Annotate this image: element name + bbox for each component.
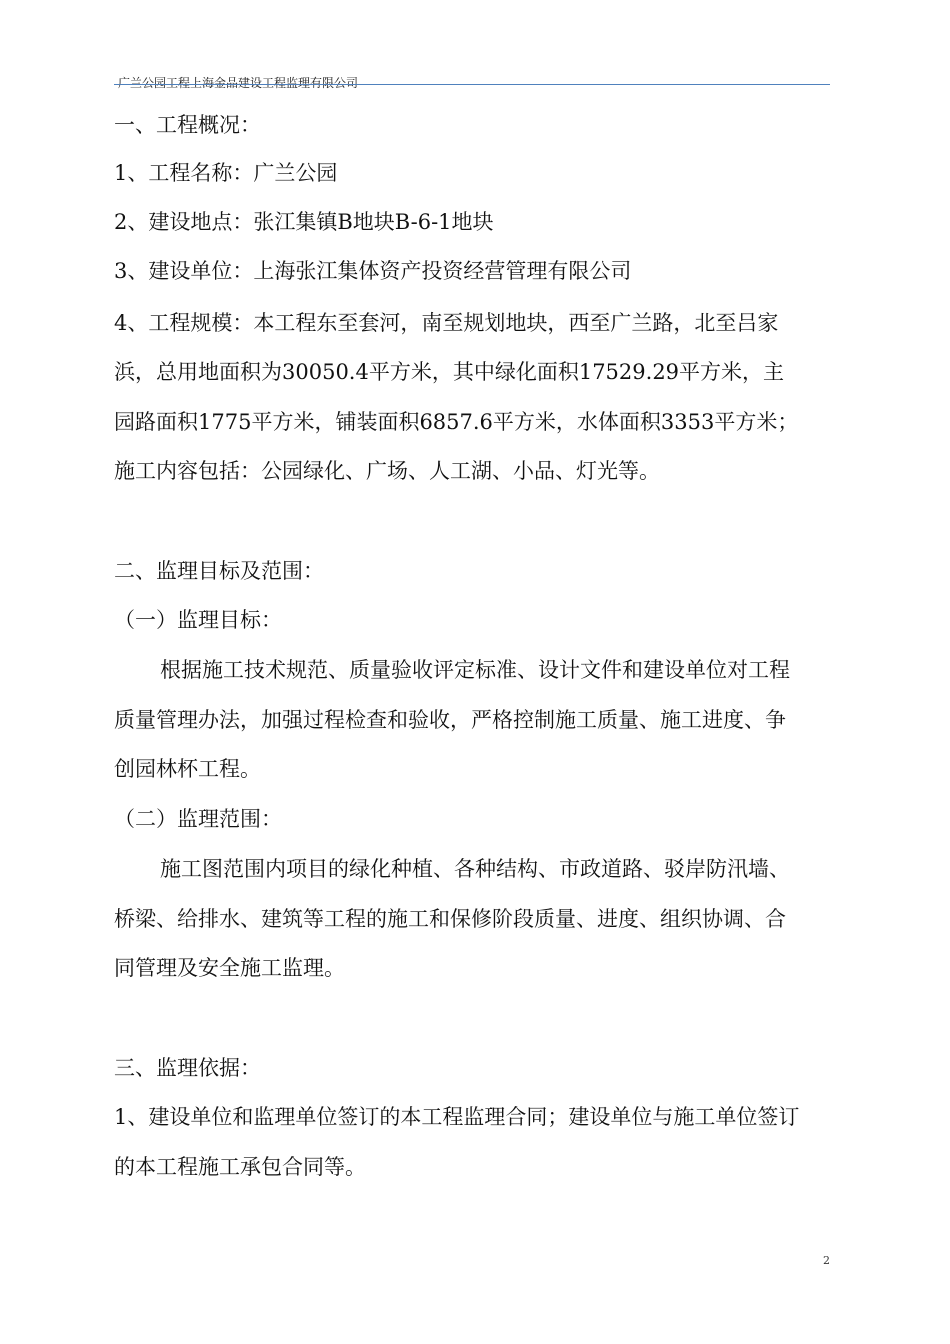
goal-paragraph-line-1: 根据施工技术规范、质量验收评定标准、设计文件和建设单位对工程: [160, 658, 790, 682]
section-2-heading: 二、监理目标及范围：: [114, 559, 324, 583]
project-name: 1、工程名称：广兰公园: [114, 161, 338, 185]
page-number: 2: [823, 1254, 830, 1267]
section-3-heading: 三、监理依据：: [114, 1056, 261, 1080]
scope-paragraph-line-2: 桥梁、给排水、建筑等工程的施工和保修阶段质量、进度、组织协调、合: [114, 907, 786, 931]
basis-line-1: 1、建设单位和监理单位签订的本工程监理合同；建设单位与施工单位签订: [114, 1105, 800, 1129]
subsection-scope-heading: （二）监理范围：: [114, 807, 282, 831]
scope-paragraph-line-1: 施工图范围内项目的绿化种植、各种结构、市政道路、驳岸防汛墙、: [160, 857, 790, 881]
goal-paragraph-line-2: 质量管理办法，加强过程检查和验收，严格控制施工质量、施工进度、争: [114, 708, 786, 732]
project-scale-line-3: 园路面积1775平方米，铺装面积6857.6平方米，水体面积3353平方米；: [114, 410, 799, 434]
section-1-heading: 一、工程概况：: [114, 113, 261, 137]
goal-paragraph-line-3: 创园林杯工程。: [114, 757, 261, 781]
page-header: 广兰公园工程上海金品建设工程监理有限公司: [118, 76, 359, 90]
scope-paragraph-line-3: 同管理及安全施工监理。: [114, 956, 345, 980]
project-scale-line-4: 施工内容包括：公园绿化、广场、人工湖、小品、灯光等。: [114, 459, 660, 483]
project-scale-line-1: 4、工程规模：本工程东至套河，南至规划地块，西至广兰路，北至吕家: [114, 311, 779, 335]
project-scale-line-2: 浜，总用地面积为30050.4平方米，其中绿化面积17529.29平方米，主: [114, 360, 785, 384]
basis-line-2: 的本工程施工承包合同等。: [114, 1155, 366, 1179]
subsection-goal-heading: （一）监理目标：: [114, 608, 282, 632]
header-rule: [114, 84, 830, 85]
project-location: 2、建设地点：张江集镇B地块B-6-1地块: [114, 210, 494, 234]
project-owner: 3、建设单位：上海张江集体资产投资经营管理有限公司: [114, 259, 632, 283]
